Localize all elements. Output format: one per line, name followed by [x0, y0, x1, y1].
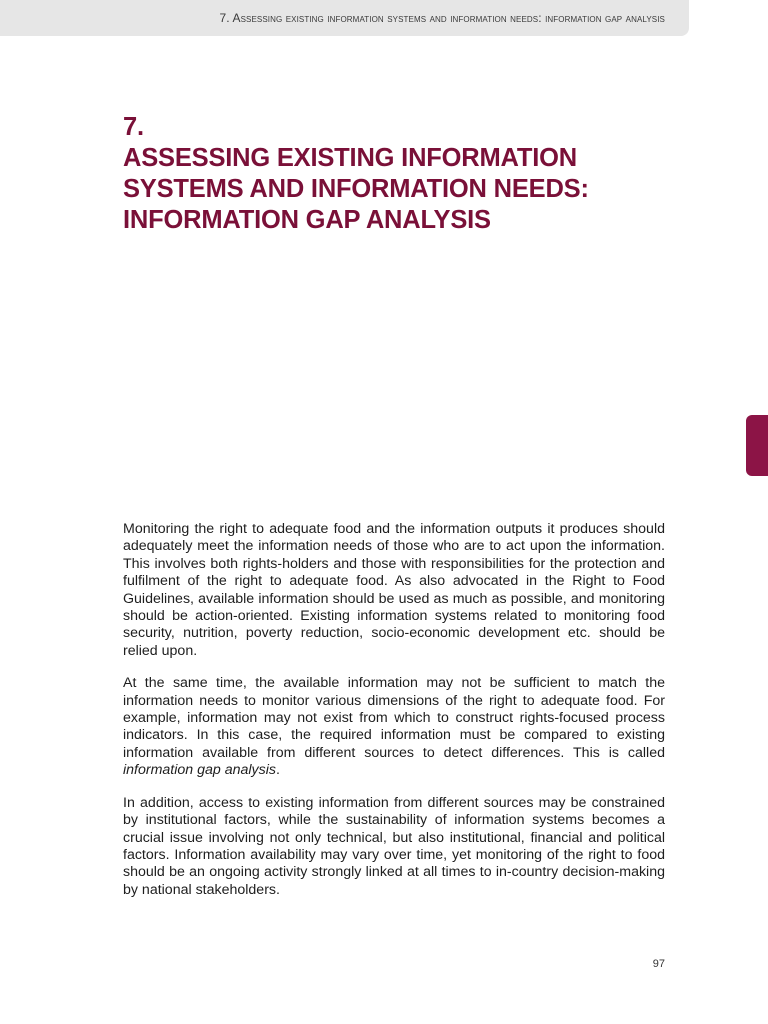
paragraph-2-emphasis: information gap analysis — [123, 762, 276, 779]
chapter-number: 7. — [123, 113, 144, 141]
paragraph-2-text: At the same time, the available information may not be sufficient to match the information needs to monitor various dimensions of the right to adequate food. For example, information may not exist from which to construct rights-focused process indicators. In this case, the required information must be compared to existing information available from different sources to detect differences. This is called — [123, 675, 665, 761]
body-text — [123, 521, 665, 914]
paragraph-2 — [123, 675, 665, 779]
chapter-heading — [123, 112, 683, 236]
paragraph-1: Monitoring the right to adequate food and the information outputs it produces should adequately meet the information needs of those who are to act upon the information. This involves both rights-holders and those with responsibilities for the protection and fulfilment of the right to adequate food. As also advocated in the Right to Food Guidelines, available information should be used as much as possible, and monitoring should be action-oriented. Existing information systems related to monitoring food security, nutrition, poverty reduction, socio-economic development etc. should be relied upon. — [123, 521, 665, 659]
paragraph-3: In addition, access to existing information from different sources may be constrained by institutional factors, while the sustainability of information systems becomes a crucial issue involving not only technical, but also institutional, financial and political factors. Information availability may vary over time, yet monitoring of the right to food should be an ongoing activity strongly linked at all times to in-country decision-making by national stakeholders. — [123, 794, 665, 898]
chapter-side-tab — [746, 415, 768, 476]
chapter-title: ASSESSING EXISTING INFORMATION SYSTEMS AND INFORMATION NEEDS: INFORMATION GAP ANALYSIS — [123, 144, 589, 234]
running-header-title: 7. Assessing existing information systems and information needs: information gap analysis — [219, 11, 665, 25]
paragraph-2-end: . — [276, 762, 280, 779]
page-number: 97 — [652, 958, 665, 970]
running-header — [0, 0, 689, 36]
